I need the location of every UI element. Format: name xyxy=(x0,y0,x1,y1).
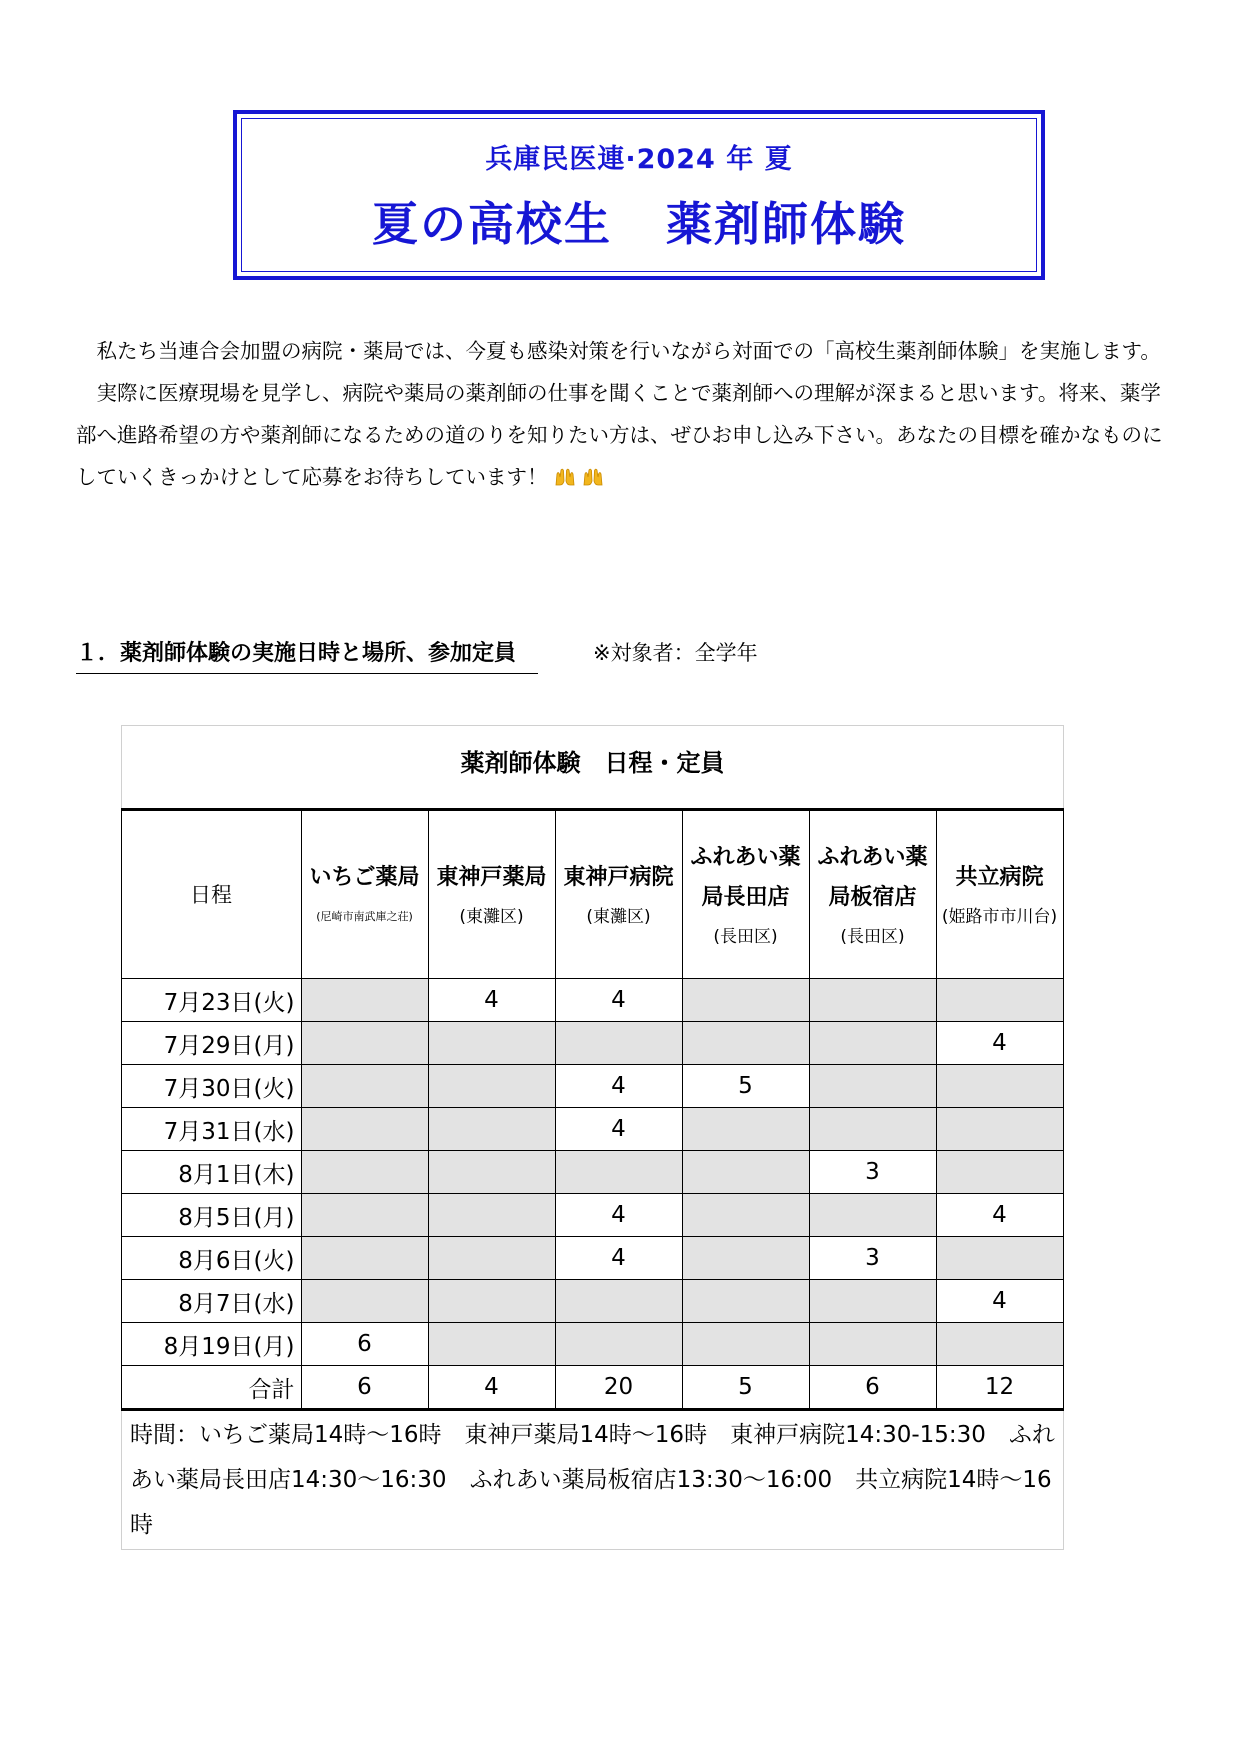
total-label: 合計 xyxy=(121,1366,301,1410)
capacity-cell xyxy=(428,1237,555,1280)
capacity-cell xyxy=(301,1280,428,1323)
capacity-cell xyxy=(555,1151,682,1194)
column-area: (姫路市市川台) xyxy=(941,906,1058,927)
total-cell: 12 xyxy=(936,1366,1063,1410)
schedule-row xyxy=(121,979,1063,1022)
capacity-cell: 4 xyxy=(428,979,555,1022)
capacity-cell xyxy=(809,1280,936,1323)
capacity-cell xyxy=(809,1065,936,1108)
time-note: 時間：いちご薬局14時～16時 東神戸薬局14時～16時 東神戸病院14:30-15:30 ふれあい薬局長田店14:30～16:30 ふれあい薬局板宿店13:30～16:00 共立病院14時～16時 xyxy=(130,1422,1055,1538)
schedule-title: 薬剤師体験 日程・定員 xyxy=(460,749,725,777)
raising-hands-icon xyxy=(582,467,604,487)
capacity-cell xyxy=(301,1065,428,1108)
capacity-cell: 4 xyxy=(555,979,682,1022)
schedule-block xyxy=(121,725,1064,1550)
capacity-cell xyxy=(809,1022,936,1065)
document-title: 夏の高校生 薬剤師体験 xyxy=(371,197,907,251)
column-area: (長田区) xyxy=(840,926,905,947)
schedule-row xyxy=(121,1151,1063,1194)
schedule-row xyxy=(121,1065,1063,1108)
capacity-cell xyxy=(936,1323,1063,1366)
capacity-cell: 4 xyxy=(936,1280,1063,1323)
capacity-cell xyxy=(301,1194,428,1237)
capacity-cell: 4 xyxy=(936,1194,1063,1237)
title-inner-frame xyxy=(241,118,1037,272)
capacity-cell: 4 xyxy=(555,1237,682,1280)
capacity-cell xyxy=(301,1151,428,1194)
schedule-row xyxy=(121,1237,1063,1280)
schedule-body xyxy=(121,979,1063,1410)
capacity-cell xyxy=(428,1022,555,1065)
capacity-cell xyxy=(682,1194,809,1237)
date-cell: 8月1日(木) xyxy=(121,1151,301,1194)
column-name: いちご薬局 xyxy=(309,864,420,890)
intro-paragraph-2 xyxy=(76,372,1166,498)
date-cell: 8月6日(火) xyxy=(121,1237,301,1280)
total-cell: 20 xyxy=(555,1366,682,1410)
date-cell: 7月31日(水) xyxy=(121,1108,301,1151)
capacity-cell: 4 xyxy=(555,1108,682,1151)
capacity-cell: 3 xyxy=(809,1237,936,1280)
column-area: (東灘区) xyxy=(459,906,524,927)
capacity-cell xyxy=(428,1280,555,1323)
capacity-cell xyxy=(936,1065,1063,1108)
capacity-cell xyxy=(428,1108,555,1151)
column-name: 東神戸病院 xyxy=(563,864,674,890)
column-header-higashikobe-pharmacy xyxy=(428,810,555,979)
capacity-cell xyxy=(301,1108,428,1151)
capacity-cell xyxy=(555,1323,682,1366)
capacity-cell xyxy=(809,1108,936,1151)
capacity-cell: 3 xyxy=(809,1151,936,1194)
schedule-row xyxy=(121,1022,1063,1065)
intro-paragraph-2-text: 実際に医療現場を見学し、病院や薬局の薬剤師の仕事を聞くことで薬剤師への理解が深まると思います。将来、薬学部へ進路希望の方や薬剤師になるための道のりを知りたい方は、ぜひお申し込み下さい。あなたの目標を確かなものにしていくきっかけとして応募をお待ちしています！ xyxy=(76,381,1163,489)
date-cell: 7月30日(火) xyxy=(121,1065,301,1108)
capacity-cell xyxy=(428,1151,555,1194)
capacity-cell xyxy=(936,1151,1063,1194)
schedule-row xyxy=(121,1108,1063,1151)
capacity-cell xyxy=(682,1151,809,1194)
raising-hands-icon xyxy=(554,467,576,487)
column-name: 東神戸薬局 xyxy=(436,864,547,890)
column-area: (尼崎市南武庫之荘) xyxy=(316,909,413,923)
capacity-cell xyxy=(428,1323,555,1366)
total-row xyxy=(121,1366,1063,1410)
date-cell: 7月29日(月) xyxy=(121,1022,301,1065)
capacity-cell xyxy=(682,1022,809,1065)
column-header-fureai-itayado xyxy=(809,810,936,979)
capacity-cell xyxy=(555,1280,682,1323)
schedule-table xyxy=(121,808,1064,1411)
intro-paragraph-1: 私たち当連合会加盟の病院・薬局では、今夏も感染対策を行いながら対面での「高校生薬剤師体験」を実施します。 xyxy=(96,339,1161,363)
column-name: 共立病院 xyxy=(955,864,1044,890)
capacity-cell xyxy=(555,1022,682,1065)
total-cell: 6 xyxy=(301,1366,428,1410)
title-box xyxy=(233,110,1045,280)
section-1-target-note: ※対象者：全学年 xyxy=(593,641,758,665)
column-header-ichigo xyxy=(301,810,428,979)
capacity-cell: 6 xyxy=(301,1323,428,1366)
total-cell: 4 xyxy=(428,1366,555,1410)
column-header-fureai-nagata xyxy=(682,810,809,979)
capacity-cell xyxy=(682,1280,809,1323)
capacity-cell xyxy=(301,1237,428,1280)
capacity-cell xyxy=(301,979,428,1022)
schedule-row xyxy=(121,1194,1063,1237)
column-name: ふれあい薬局板宿店 xyxy=(817,844,928,910)
capacity-cell xyxy=(682,1108,809,1151)
total-cell: 6 xyxy=(809,1366,936,1410)
date-cell: 8月5日(月) xyxy=(121,1194,301,1237)
capacity-cell xyxy=(682,1237,809,1280)
capacity-cell: 4 xyxy=(555,1194,682,1237)
capacity-cell xyxy=(936,1237,1063,1280)
capacity-cell xyxy=(428,1065,555,1108)
schedule-row xyxy=(121,1280,1063,1323)
schedule-row xyxy=(121,1323,1063,1366)
capacity-cell xyxy=(428,1194,555,1237)
section-1-title: １．薬剤師体験の実施日時と場所、参加定員 xyxy=(76,636,538,674)
date-cell: 7月23日(火) xyxy=(121,979,301,1022)
date-cell: 8月7日(水) xyxy=(121,1280,301,1323)
capacity-cell xyxy=(809,979,936,1022)
column-area: (長田区) xyxy=(713,926,778,947)
capacity-cell: 5 xyxy=(682,1065,809,1108)
capacity-cell xyxy=(301,1022,428,1065)
capacity-cell xyxy=(809,1323,936,1366)
capacity-cell xyxy=(936,979,1063,1022)
capacity-cell xyxy=(809,1194,936,1237)
total-cell: 5 xyxy=(682,1366,809,1410)
date-column-header: 日程 xyxy=(121,810,301,979)
schedule-header-row xyxy=(121,810,1063,979)
capacity-cell: 4 xyxy=(936,1022,1063,1065)
column-area: (東灘区) xyxy=(586,906,651,927)
capacity-cell xyxy=(936,1108,1063,1151)
column-header-higashikobe-hospital xyxy=(555,810,682,979)
section-1-header xyxy=(76,636,758,674)
capacity-cell xyxy=(682,1323,809,1366)
column-header-kyoritsu-hospital xyxy=(936,810,1063,979)
capacity-cell: 4 xyxy=(555,1065,682,1108)
capacity-cell xyxy=(682,979,809,1022)
date-cell: 8月19日(月) xyxy=(121,1323,301,1366)
document-subtitle: 兵庫民医連·2024 年 夏 xyxy=(485,144,793,175)
intro-text xyxy=(76,330,1166,498)
column-name: ふれあい薬局長田店 xyxy=(690,844,801,910)
